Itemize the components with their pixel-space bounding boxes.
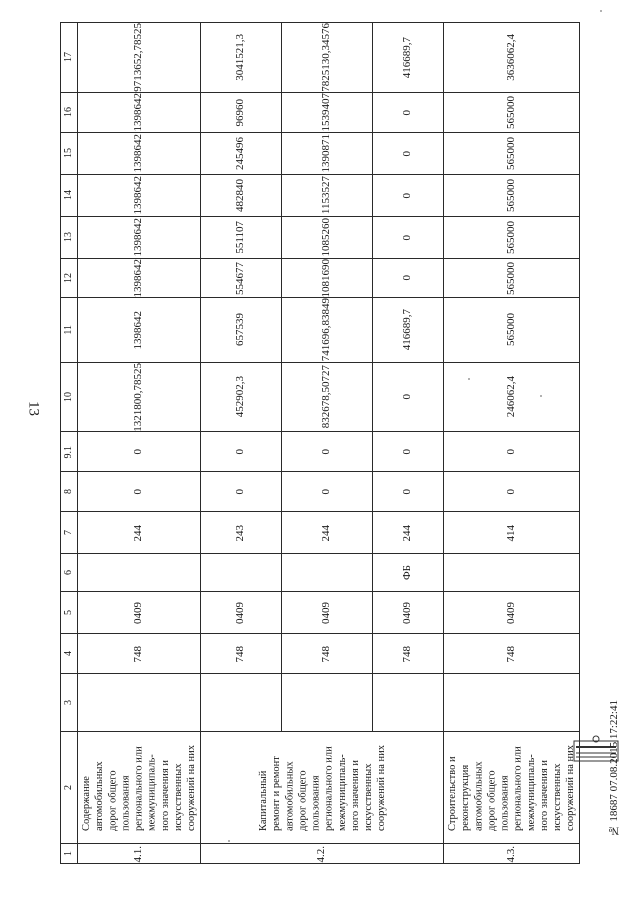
cell-value: 7825130,34576	[320, 23, 333, 92]
cell-value: 0409	[504, 601, 517, 624]
column-number: 14	[62, 190, 74, 201]
description-line: искусственных	[362, 763, 374, 831]
cell-value: ФБ	[401, 565, 414, 581]
table-cell	[282, 92, 373, 132]
cell-value: 1398642	[132, 93, 145, 132]
cell-value: 1398642	[132, 310, 145, 350]
column-number: 7	[62, 530, 74, 536]
cell-value: 0409	[401, 601, 414, 624]
table-cell	[201, 92, 282, 132]
cell-value: 1398642	[132, 176, 145, 215]
cell-value: 1153527	[320, 176, 333, 215]
column-number: 11	[62, 325, 74, 335]
row-description	[80, 745, 198, 831]
table-row	[61, 844, 580, 864]
description-line: сооружений на них	[375, 744, 387, 831]
description-line: регионального или	[323, 746, 335, 831]
cell-value: 452902,3	[234, 376, 247, 418]
table-cell	[373, 634, 444, 674]
table-cell	[444, 92, 580, 132]
description-line: искусственных	[552, 763, 564, 831]
description-line: регионального или	[512, 746, 524, 831]
table-cell	[444, 174, 580, 216]
description-line: дорог общего	[107, 770, 119, 831]
table-cell	[78, 258, 201, 298]
cell-value: 0	[401, 394, 414, 400]
cell-value: 0409	[132, 601, 145, 624]
column-header	[61, 512, 78, 554]
table-cell	[282, 634, 373, 674]
description-line: автомобильных	[283, 761, 295, 831]
description-line: искусственных	[172, 763, 184, 831]
table-cell	[78, 634, 201, 674]
description-line: сооружений на них	[565, 744, 577, 831]
cell-value: 0409	[234, 601, 247, 624]
table-cell	[78, 554, 201, 592]
table-cell	[78, 844, 201, 864]
cell-value: 0409	[320, 601, 333, 624]
column-header	[61, 92, 78, 132]
table-cell	[444, 674, 580, 732]
column-header	[61, 362, 78, 432]
table-cell	[373, 174, 444, 216]
column-number: 8	[62, 489, 74, 495]
table-cell	[444, 844, 580, 864]
table-cell	[78, 23, 201, 93]
table-cell	[201, 216, 282, 258]
column-number: 6	[62, 570, 74, 576]
cell-value: 1398642	[132, 134, 145, 173]
cell-value: 0	[320, 449, 333, 455]
column-header	[61, 298, 78, 362]
column-header	[61, 432, 78, 472]
description-line: межмуниципаль-	[146, 753, 158, 831]
table-cell	[78, 592, 201, 634]
cell-value: 0	[132, 489, 145, 495]
table-cell	[373, 258, 444, 298]
table-row	[61, 472, 580, 512]
table-cell	[78, 132, 201, 174]
table-cell	[444, 258, 580, 298]
column-number: 16	[62, 107, 74, 118]
table-cell	[201, 844, 444, 864]
cell-value: 243	[234, 524, 247, 541]
table-cell	[201, 132, 282, 174]
cell-value: 565000	[504, 220, 517, 254]
table-cell	[282, 554, 373, 592]
table-row	[61, 512, 580, 554]
cell-value: 0	[401, 449, 414, 455]
description-line: автомобильных	[473, 761, 485, 831]
description-line: межмуниципаль-	[525, 753, 537, 831]
cell-value: 244	[401, 524, 414, 541]
table-cell	[373, 512, 444, 554]
row-number: 4.1.	[132, 846, 145, 863]
table-cell	[373, 92, 444, 132]
table-row	[61, 174, 580, 216]
table-cell	[201, 362, 282, 432]
table-cell	[444, 472, 580, 512]
table-cell	[373, 674, 444, 732]
table-cell	[444, 432, 580, 472]
cell-value: 0	[401, 150, 414, 156]
column-header	[61, 554, 78, 592]
table-row	[61, 432, 580, 472]
table-cell	[201, 674, 282, 732]
table-cell	[373, 216, 444, 258]
table-cell	[78, 92, 201, 132]
column-number: 4	[62, 651, 74, 657]
column-header	[61, 132, 78, 174]
column-number: 5	[62, 610, 74, 616]
cell-value: 0	[132, 449, 145, 455]
description-line: ного значения и	[539, 759, 550, 831]
table-cell	[444, 512, 580, 554]
cell-value: 244	[132, 524, 145, 541]
table-cell	[282, 174, 373, 216]
table-cell	[78, 216, 201, 258]
table-cell	[444, 362, 580, 432]
column-header	[61, 258, 78, 298]
cell-value: 0	[401, 192, 414, 198]
cell-value: 748	[320, 645, 333, 662]
cell-value: 657539	[234, 313, 247, 347]
description-line: дорог общего	[486, 770, 498, 831]
description-line: реконструкция	[460, 764, 472, 831]
description-line: Содержание	[81, 775, 92, 831]
description-line: межмуниципаль-	[336, 753, 348, 831]
column-number: 13	[62, 232, 74, 243]
table-cell	[444, 732, 580, 844]
table-cell	[373, 132, 444, 174]
cell-value: 1081690	[320, 258, 333, 298]
table-cell	[282, 216, 373, 258]
table-cell	[282, 472, 373, 512]
cell-value: 565000	[504, 313, 517, 347]
table-cell	[373, 432, 444, 472]
table-cell	[201, 298, 282, 362]
cell-value: 0	[234, 489, 247, 495]
table-cell	[78, 732, 201, 844]
column-number: 12	[62, 273, 74, 283]
table-cell	[282, 132, 373, 174]
description-line: ремонт и ремонт	[270, 755, 282, 831]
cell-value: 748	[234, 645, 247, 662]
table-cell	[201, 732, 444, 844]
column-number: 15	[62, 148, 74, 159]
description-line: дорог общего	[296, 770, 308, 831]
column-header	[61, 592, 78, 634]
table-row	[61, 216, 580, 258]
table-cell	[201, 432, 282, 472]
table-cell	[444, 132, 580, 174]
column-header	[61, 216, 78, 258]
table-cell	[444, 592, 580, 634]
table-cell	[78, 362, 201, 432]
column-number: 3	[62, 700, 74, 706]
registration-number: № 18687 07.08.2015 17:22:41	[608, 700, 620, 837]
cell-value: 246062,4	[504, 376, 517, 418]
cell-value: 0	[401, 234, 414, 240]
column-header	[61, 844, 78, 864]
table-row	[61, 554, 580, 592]
column-number: 9.1	[62, 445, 74, 458]
cell-value: 96960	[234, 98, 247, 126]
cell-value: 565000	[504, 178, 517, 212]
cell-value: 1390871	[320, 134, 333, 173]
column-number: 1	[62, 851, 74, 856]
cell-value: 1085260	[320, 218, 333, 257]
column-header	[61, 634, 78, 674]
cell-value: 3636062,4	[504, 34, 517, 81]
cell-value: 1539407	[320, 93, 333, 132]
table-cell	[201, 174, 282, 216]
table-cell	[78, 512, 201, 554]
table-row	[61, 23, 580, 93]
table-cell	[78, 174, 201, 216]
table-cell	[78, 298, 201, 362]
cell-value: 551107	[234, 220, 247, 254]
description-line: регионального или	[133, 746, 145, 831]
cell-value: 554677	[234, 261, 247, 295]
cell-value: 9713652,78525	[132, 23, 145, 92]
table-row	[61, 634, 580, 674]
table-cell	[373, 472, 444, 512]
cell-value: 0	[320, 489, 333, 495]
table-cell	[282, 432, 373, 472]
page-number: 13	[25, 401, 42, 416]
table-cell	[201, 23, 282, 93]
table-row	[61, 674, 580, 732]
row-description	[446, 745, 577, 831]
table-row	[61, 132, 580, 174]
table-cell	[201, 512, 282, 554]
table-cell	[444, 634, 580, 674]
column-number: 17	[62, 52, 74, 63]
cell-value: 414	[504, 524, 517, 541]
cell-value: 748	[401, 645, 414, 662]
table-row	[61, 592, 580, 634]
description-line: ного значения и	[349, 759, 361, 831]
table-cell	[282, 592, 373, 634]
cell-value: 245496	[234, 136, 247, 170]
table-cell	[78, 432, 201, 472]
column-header	[61, 732, 78, 844]
table-row	[61, 362, 580, 432]
description-line: пользования	[120, 775, 132, 831]
table-cell	[78, 674, 201, 732]
table-cell	[282, 362, 373, 432]
table-row	[61, 258, 580, 298]
table-cell	[373, 362, 444, 432]
description-line: пользования	[499, 775, 511, 831]
cell-value: 832678,50727	[320, 365, 333, 429]
cell-value: 1398642	[132, 258, 145, 298]
table-row	[61, 298, 580, 362]
table-cell	[282, 512, 373, 554]
cell-value: 1398642	[132, 218, 145, 257]
cell-value: 741696,83849	[320, 298, 333, 362]
table-row	[61, 732, 580, 844]
table-cell	[373, 592, 444, 634]
cell-value: 482840	[234, 178, 247, 212]
table-cell	[78, 472, 201, 512]
row-number: 4.2.	[315, 846, 328, 863]
cell-value: 244	[320, 524, 333, 541]
table-row	[61, 92, 580, 132]
table-cell	[444, 216, 580, 258]
description-line: автомобильных	[94, 761, 106, 831]
column-number: 10	[62, 391, 74, 402]
table-cell	[201, 634, 282, 674]
description-line: ного значения и	[159, 759, 171, 831]
cell-value: 1321800,78525	[132, 362, 145, 432]
description-line: Капитальный	[257, 770, 269, 831]
cell-value: 0	[234, 449, 247, 455]
table-cell	[282, 23, 373, 93]
cell-value: 416689,7	[401, 309, 414, 351]
table-cell	[444, 298, 580, 362]
table-cell	[282, 674, 373, 732]
column-header	[61, 174, 78, 216]
cell-value: 416689,7	[401, 36, 414, 78]
table-cell	[444, 554, 580, 592]
table-cell	[444, 23, 580, 93]
table-cell	[282, 258, 373, 298]
table-cell	[201, 258, 282, 298]
cell-value: 3041521,3	[234, 34, 247, 81]
column-header	[61, 674, 78, 732]
table-cell	[201, 472, 282, 512]
row-description	[257, 745, 388, 831]
cell-value: 565000	[504, 95, 517, 129]
column-header	[61, 472, 78, 512]
description-line: пользования	[310, 775, 321, 831]
cell-value: 0	[401, 275, 414, 281]
cell-value: 0	[504, 489, 517, 495]
column-header	[61, 23, 78, 93]
description-line: Строительство и	[447, 756, 459, 831]
cell-value: 0	[504, 449, 517, 455]
budget-table	[60, 22, 580, 864]
cell-value: 0	[401, 489, 414, 495]
table-cell	[282, 298, 373, 362]
table-cell	[201, 554, 282, 592]
cell-value: 748	[504, 645, 517, 662]
cell-value: 748	[132, 645, 145, 662]
table-cell	[201, 592, 282, 634]
table-cell	[373, 554, 444, 592]
cell-value: 565000	[504, 261, 517, 295]
description-line: сооружений на них	[186, 744, 197, 831]
cell-value: 565000	[504, 136, 517, 170]
row-number: 4.3.	[504, 846, 517, 863]
cell-value: 0	[401, 109, 414, 115]
column-number: 2	[62, 785, 74, 791]
table-cell	[373, 298, 444, 362]
table-cell	[373, 23, 444, 93]
